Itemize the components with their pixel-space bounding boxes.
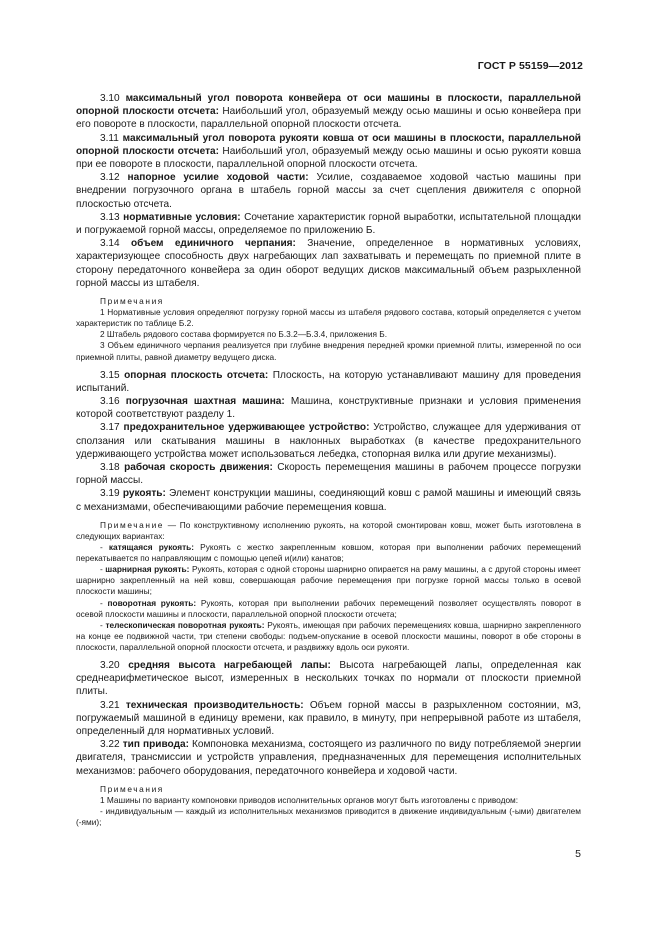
definition-3-12 xyxy=(76,171,581,211)
definition-3-22 xyxy=(76,738,581,778)
page-number: 5 xyxy=(575,848,581,860)
definition-text: Объем горной массы в разрыхленном состоянии, м3, погружаемый машиной в единицу времени, как правило, в минуту, при непрерывной работе из штабеля, определенный для нормативных условий. xyxy=(76,699,581,737)
definition-term: рабочая скорость движения: xyxy=(124,462,273,474)
definition-term: объем единичного черпания: xyxy=(130,238,296,250)
definition-3-10 xyxy=(76,92,581,132)
definition-text: Сочетание характеристик горной выработки, испытательной площадки и погружаемой горной массы, определяемое по приложению Б. xyxy=(76,211,581,237)
definition-term: погрузочная шахтная машина: xyxy=(125,396,285,408)
note-item: - телескопическая поворотная рукоять: Рукоять, имеющая при рабочих перемещениях ковша, шарнирно закрепленного на конце ее подвижной части, три степени свободы: подъем-опускание в осевой плоскости машины, поворот в обе стороны в плоскости, параллельной опорной плоскости отсчета, и раздвижку вдоль оси рукояти. xyxy=(76,619,582,652)
definition-term: техническая производительность: xyxy=(125,699,304,711)
definition-number: 3.15 xyxy=(100,369,120,381)
note-item: - индивидуальным — каждый из исполнительных механизмов приводится в движение индивидуальным (-ыми) двигателем (-ями); xyxy=(76,805,581,828)
note-intro-text: — По конструктивному исполнению рукоять, на которой смонтирован ковш, может быть изготовлена в следующих вариантах: xyxy=(76,519,581,541)
note-item: 1 Нормативные условия определяют погрузку горной массы из штабеля рядового состава, который определяется с учетом характеристик по таблице Б.2. xyxy=(76,307,581,329)
definition-number: 3.22 xyxy=(100,739,120,751)
definition-term: тип привода: xyxy=(122,739,189,751)
definition-text: Высота нагребающей лапы, определенная как среднеарифметическое высот, измеренных в нескольких точках по нормали от плоскости приемной плиты. xyxy=(76,659,581,698)
note-text: Рукоять, которая с одной стороны шарнирно опирается на раму машины, а с другой стороны имеет шарнирно закрепленный на ней ковш, совершающая рабочие перемещения при погрузке горной массы только в осевой плоскости машины; xyxy=(76,564,581,597)
definition-number: 3.17 xyxy=(100,422,120,434)
definition-number: 3.10 xyxy=(100,93,120,104)
definition-number: 3.19 xyxy=(100,488,120,500)
note-item: - шарнирная рукоять: Рукоять, которая с одной стороны шарнирно опирается на раму машины, а с другой стороны имеет шарнирно закрепленный на ней ковш, совершающая рабочие перемещения при погрузке горной массы только в осевой плоскости машины; xyxy=(76,564,581,597)
definition-number: 3.18 xyxy=(100,462,120,474)
definition-3-17 xyxy=(76,421,581,461)
note-text: Рукоять, имеющая при рабочих перемещениях ковша, шарнирно закрепленного на конце ее подвижной части, три степени свободы: подъем-опускание в осевой плоскости машины, поворот в обе стороны в плоскости, параллельной опорной плоскости отсчета, и раздвижку вдоль оси рукояти. xyxy=(76,619,582,652)
definition-text: Наибольший угол, образуемый между осью машины и осью рукояти ковша при ее повороте в плоскости, параллельной опорной плоскости отсчета. xyxy=(76,145,581,171)
definition-text: Элемент конструкции машины, соединяющий ковш с рамой машины и имеющий связь с механизмами, обеспечивающими рабочие перемещения ковша. xyxy=(76,488,582,513)
definition-term: средняя высота нагребающей лапы: xyxy=(128,659,331,671)
note-term: поворотная рукоять: xyxy=(107,597,197,608)
note-item: - катящаяся рукоять: Рукоять с жестко закрепленным ковшом, которая при выполнении рабочих перемещений перекатывается по направляющим с помощью цепей и(или) канатов; xyxy=(76,542,582,564)
definition-text: Устройство, служащее для удерживания от сползания или скатывания машины в наклонных выработках (в качестве предохранительного удерживающего устройства может использоваться лебедка, стопорная вилка или другие механизмы). xyxy=(76,422,582,460)
note-item: - поворотная рукоять: Рукоять, которая при выполнении рабочих перемещений позволяет осуществлять поворот в осевой плоскости машины и плоскости, параллельной опорной плоскости отсчета; xyxy=(76,597,582,619)
definition-term: максимальный угол поворота рукояти ковша от оси машины в плоскости, параллельной опорной плоскости отсчета: xyxy=(76,132,581,157)
notes-block-2 xyxy=(76,520,581,653)
definition-3-20 xyxy=(76,659,581,699)
note-intro xyxy=(76,520,581,542)
definition-3-11 xyxy=(76,132,581,172)
notes-title: Примечания xyxy=(100,783,164,794)
definition-text: Значение, определенное в нормативных условиях, характеризующее способность двух нагребающих лап захватывать и перемещать по приемной плите в сторону передаточного конвейера за один оборот ведущих дисков максимальный объем разрыхленной горной массы из штабеля. xyxy=(76,238,581,289)
definition-term: предохранительное удерживающее устройство: xyxy=(123,422,370,434)
note-item: 3 Объем единичного черпания реализуется при глубине внедрения передней кромки приемной плиты, измеренной по оси приемной плиты, равной диаметру ведущего диска. xyxy=(76,340,581,362)
note-term: телескопическая поворотная рукоять: xyxy=(105,619,265,630)
definition-3-14 xyxy=(76,237,581,290)
definition-text: Машина, конструктивные признаки и условия применения которой соответствуют разделу 1. xyxy=(76,396,581,421)
notes-title: Примечания xyxy=(100,296,164,307)
definition-3-21 xyxy=(76,699,581,739)
notes-title: Примечание xyxy=(100,519,165,530)
note-term: катящаяся рукоять: xyxy=(108,542,195,553)
definition-term: напорное усилие ходовой части: xyxy=(127,172,309,184)
note-text: Рукоять с жестко закрепленным ковшом, которая при выполнении рабочих перемещений перекатывается по направляющим с помощью цепей и(или) канатов; xyxy=(76,542,582,564)
definition-number: 3.16 xyxy=(100,396,120,408)
definition-term: рукоять: xyxy=(122,488,166,500)
definition-3-16 xyxy=(76,395,581,421)
notes-block-3 xyxy=(76,784,581,828)
definition-number: 3.21 xyxy=(100,699,120,711)
definition-3-19 xyxy=(76,487,581,513)
definition-number: 3.12 xyxy=(100,172,120,184)
standard-code-header: ГОСТ Р 55159—2012 xyxy=(477,60,583,72)
definition-text: Компоновка механизма, состоящего из различного по виду потребляемой энергии двигателя, трансмиссии и устройств управления, предназначенных для перемещения исполнительных механизмов: рабочего оборудования, передаточного конвейера и ходовой части. xyxy=(76,739,581,777)
definition-number: 3.14 xyxy=(100,238,120,250)
definition-text: Скорость перемещения машины в рабочем процессе погрузки горной массы. xyxy=(76,462,581,487)
definition-3-18 xyxy=(76,461,581,487)
definition-number: 3.11 xyxy=(100,132,119,144)
definition-3-15 xyxy=(76,369,581,395)
definition-text: Плоскость, на которую устанавливают машину для проведения испытаний. xyxy=(76,369,581,394)
definition-3-13 xyxy=(76,211,581,237)
document-body xyxy=(76,92,581,828)
definition-number: 3.13 xyxy=(100,211,120,223)
notes-block-1 xyxy=(76,296,581,363)
definition-number: 3.20 xyxy=(100,659,120,671)
definition-term: максимальный угол поворота конвейера от оси машины в плоскости, параллельной опорной плоскости отсчета: xyxy=(76,93,582,118)
definition-text: Наибольший угол, образуемый между осью машины и осью конвейера при его повороте в плоскости, параллельной опорной плоскости отсчета. xyxy=(76,106,581,131)
definition-term: опорная плоскость отсчета: xyxy=(124,369,269,381)
note-item: 1 Машины по варианту компоновки приводов исполнительных органов могут быть изготовлены с приводом: xyxy=(100,794,519,805)
note-text: Рукоять, которая при выполнении рабочих перемещений позволяет осуществлять поворот в осевой плоскости машины и плоскости, параллельной опорной плоскости отсчета; xyxy=(76,597,582,619)
definition-text: Усилие, создаваемое ходовой частью машины при внедрении погрузочного органа в штабель горной массы за счет сцепления движителя с опорной плоскостью отсчета. xyxy=(76,172,581,210)
note-term: шарнирная рукоять: xyxy=(105,564,190,575)
definition-term: нормативные условия: xyxy=(123,211,241,223)
note-item: 2 Штабель рядового состава формируется по Б.3.2—Б.3.4, приложения Б. xyxy=(100,329,388,340)
